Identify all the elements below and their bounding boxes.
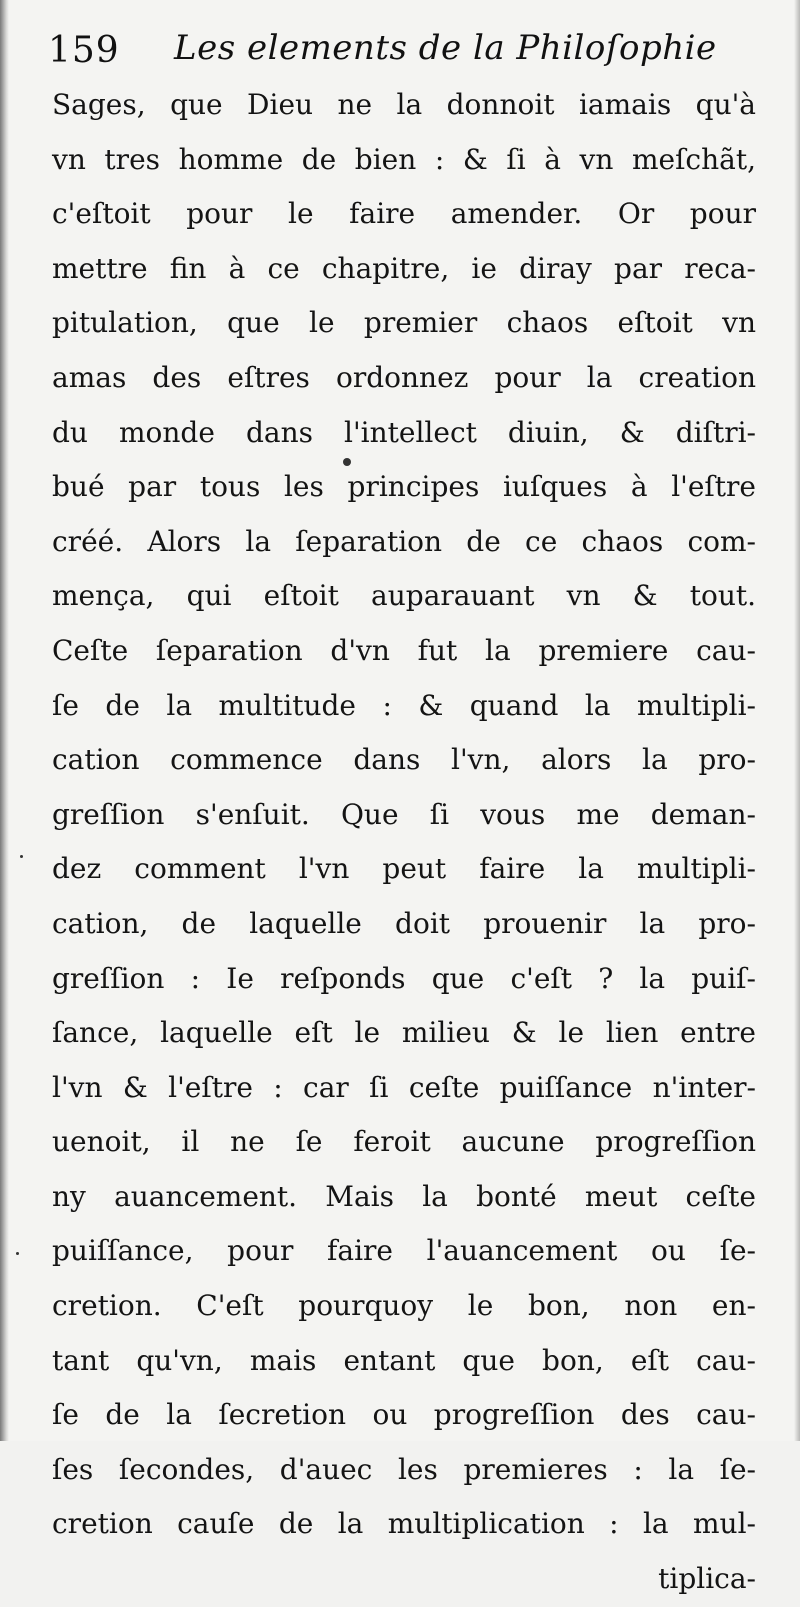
ink-speck xyxy=(343,458,351,466)
text-line: uenoit, il ne ſe feroit aucune progreſſion xyxy=(52,1125,756,1159)
text-line: cation, de laquelle doit prouenir la pro- xyxy=(52,906,756,940)
page-header xyxy=(48,22,770,78)
text-line: Sages, que Dieu ne la donnoit iamais qu'à xyxy=(52,88,756,121)
text-line: vn tres homme de bien : & ſi à vn meſchãt, xyxy=(52,142,756,176)
text-line: c'eſtoit pour le faire amender. Or pour xyxy=(52,197,756,231)
body-text xyxy=(52,78,756,1607)
text-line: mença, qui eſtoit auparauant vn & tout. xyxy=(52,579,756,613)
ink-speck xyxy=(20,855,23,858)
text-line: greſſion s'enſuit. Que ſi vous me deman- xyxy=(52,797,756,831)
page-number: 159 xyxy=(48,30,120,71)
text-line-catchword: tiplica- xyxy=(658,1562,756,1596)
text-line: l'vn & l'eſtre : car ſi ceſte puiſſance n'inter- xyxy=(52,1070,756,1104)
text-line: ſe de la multitude : & quand la multipli- xyxy=(52,688,756,722)
text-line: greſſion : Ie reſponds que c'eſt ? la puiſ- xyxy=(52,961,756,995)
text-line: cretion cauſe de la multiplication : la mul- xyxy=(52,1507,756,1541)
text-line: mettre fin à ce chapitre, ie diray par reca- xyxy=(52,251,756,285)
text-line: bué par tous les principes iuſques à l'eſtre xyxy=(52,470,756,504)
text-line: ſance, laquelle eſt le milieu & le lien entre xyxy=(52,1016,756,1050)
ink-speck xyxy=(16,1252,19,1255)
text-line: ny auancement. Mais la bonté meut ceſte xyxy=(52,1179,756,1213)
text-line: du monde dans l'intellect diuin, & diſtri- xyxy=(52,415,756,449)
running-title: Les elements de la Philoſophie xyxy=(174,28,717,68)
text-line: cation commence dans l'vn, alors la pro- xyxy=(52,743,756,777)
text-line: ſe de la ſecretion ou progreſſion des cau- xyxy=(52,1398,756,1432)
text-line: tant qu'vn, mais entant que bon, eſt cau- xyxy=(52,1343,756,1377)
text-line: pitulation, que le premier chaos eſtoit vn xyxy=(52,306,756,340)
page-left-edge-shadow xyxy=(0,0,9,1441)
text-line: Ceſte ſeparation d'vn fut la premiere cau- xyxy=(52,633,756,667)
text-line: dez comment l'vn peut faire la multipli- xyxy=(52,852,756,886)
text-line: cretion. C'eſt pourquoy le bon, non en- xyxy=(52,1289,756,1323)
page-right-edge-shadow xyxy=(794,0,800,1441)
text-line: ſes ſecondes, d'auec les premieres : la ſe- xyxy=(52,1452,756,1486)
text-line: amas des eſtres ordonnez pour la creation xyxy=(52,360,756,394)
text-line: puiſſance, pour faire l'auancement ou ſe- xyxy=(52,1234,756,1268)
text-line: créé. Alors la ſeparation de ce chaos com- xyxy=(52,524,756,558)
